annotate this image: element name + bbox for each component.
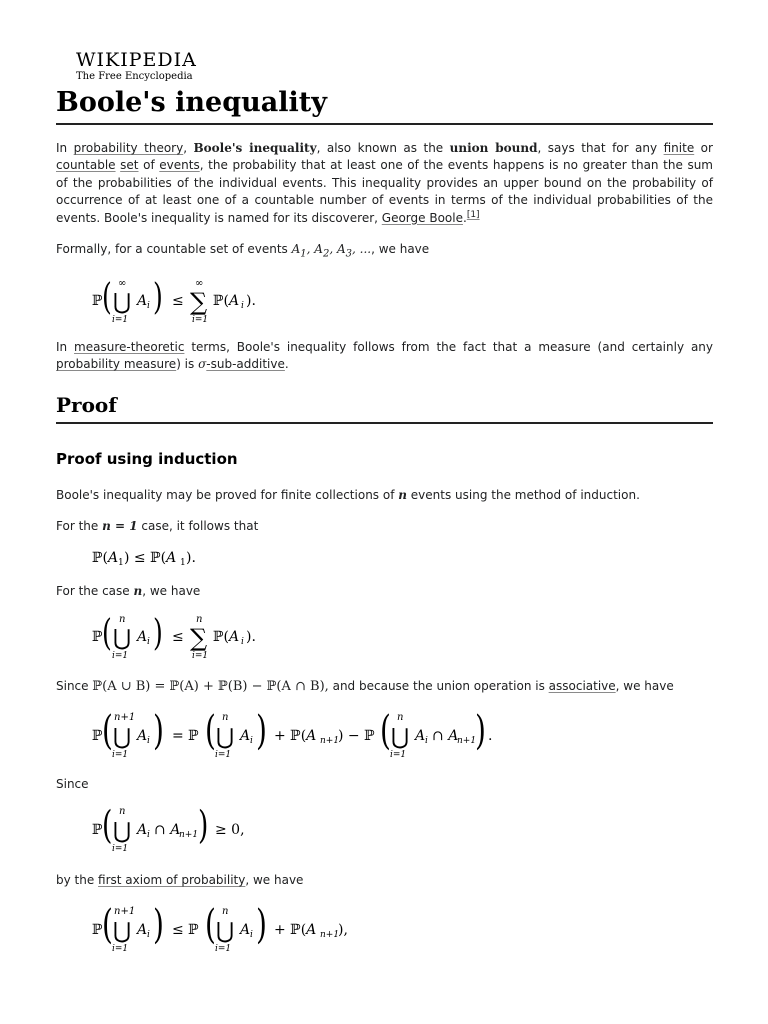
equation-union-expansion — [92, 706, 522, 766]
link-probability-measure[interactable]: probability measure — [56, 357, 177, 372]
svg-text:A: A — [415, 728, 426, 744]
equation-induction-step — [92, 900, 372, 960]
svg-text:ℙ: ℙ — [92, 728, 103, 744]
svg-text:ℙ(A: ℙ(A — [213, 293, 240, 309]
svg-text:ℙ(A: ℙ(A — [92, 550, 119, 566]
link-finite[interactable]: finite — [663, 141, 695, 155]
svg-text:A: A — [137, 922, 148, 938]
svg-text:⋃: ⋃ — [113, 725, 132, 750]
svg-text:(: ( — [205, 902, 216, 949]
link-measure-theoretic[interactable]: measure-theoretic — [74, 340, 185, 354]
svg-text:⋃: ⋃ — [113, 819, 132, 844]
section-heading-proof: Proof — [56, 392, 713, 424]
svg-text:).: ). — [246, 293, 256, 309]
svg-text:i=1: i=1 — [112, 750, 129, 760]
reference-1[interactable]: [1] — [466, 209, 480, 220]
svg-text:i: i — [147, 637, 150, 647]
union-identity-text: Since ℙ(A ∪ B) = ℙ(A) + ℙ(B) − ℙ(A ∩ B), and because the union operation is associative, we have — [56, 679, 674, 694]
svg-text:n: n — [222, 906, 229, 917]
svg-text:ℙ(A: ℙ(A — [213, 629, 240, 645]
svg-text:1: 1 — [180, 558, 186, 568]
svg-text:A: A — [240, 728, 251, 744]
svg-text:∞: ∞ — [118, 278, 127, 289]
intro-paragraph: In probability theory, Boole's inequality, also known as the union bound, says that for any finite or countable set of events, the probability that at least one of the events happens is no greater than the sum of the probabilities of the individual events. This inequality provides an upper bound on the probability of occurrence of at least one of a countable number of events in terms of the individual probabilities of the events. Boole's inequality is named for its discoverer, George Boole.[1] — [56, 141, 713, 225]
svg-text:∑: ∑ — [190, 288, 208, 316]
svg-text:n: n — [119, 806, 126, 817]
svg-text:): ) — [256, 902, 267, 949]
link-countable[interactable]: countable — [56, 158, 116, 173]
link-associative[interactable]: associative — [548, 679, 616, 693]
svg-text:⋃: ⋃ — [216, 919, 235, 944]
svg-text:≤: ≤ — [172, 293, 184, 309]
svg-text:).: ). — [186, 550, 196, 566]
svg-text:+ ℙ(A: + ℙ(A — [274, 922, 317, 938]
svg-text:) ≤ ℙ(A: ) ≤ ℙ(A — [124, 550, 177, 566]
svg-text:⋃: ⋃ — [216, 725, 235, 750]
svg-text:A: A — [137, 629, 148, 645]
term-union-bound: union bound — [449, 141, 538, 155]
term-booles-inequality: Boole's inequality — [193, 141, 317, 155]
svg-text:i=1: i=1 — [192, 315, 209, 325]
svg-text:n+1: n+1 — [114, 712, 136, 723]
svg-text:): ) — [475, 708, 486, 755]
svg-text:∑: ∑ — [190, 624, 208, 652]
svg-text:n: n — [397, 712, 404, 723]
svg-text:= ℙ: = ℙ — [172, 728, 199, 744]
svg-text:): ) — [198, 803, 209, 848]
first-axiom-text: by the first axiom of probability, we have — [56, 873, 304, 887]
svg-text:(: ( — [102, 803, 113, 848]
svg-text:ℙ: ℙ — [92, 629, 103, 645]
svg-text:∩ A: ∩ A — [154, 822, 181, 838]
svg-text:(: ( — [102, 276, 112, 319]
svg-text:(: ( — [205, 708, 216, 755]
svg-text:A: A — [137, 728, 148, 744]
svg-text:i: i — [147, 301, 150, 311]
svg-text:n+1: n+1 — [114, 906, 136, 917]
svg-text:i: i — [425, 736, 428, 746]
svg-text:i=1: i=1 — [192, 651, 209, 661]
svg-text:n+1: n+1 — [457, 736, 477, 746]
svg-text:∩ A: ∩ A — [432, 728, 459, 744]
svg-text:A: A — [137, 822, 148, 838]
equation-nonnegative — [92, 802, 292, 858]
svg-text:⋃: ⋃ — [113, 626, 132, 651]
svg-text:).: ). — [246, 629, 256, 645]
page-title: Boole's inequality — [56, 86, 713, 125]
svg-text:n: n — [119, 614, 126, 625]
svg-text:ℙ: ℙ — [92, 922, 103, 938]
svg-text:≤ ℙ: ≤ ℙ — [172, 922, 199, 938]
svg-text:(: ( — [102, 612, 112, 655]
svg-text:i: i — [250, 930, 253, 940]
link-sub-additive[interactable]: -sub-additive — [206, 357, 285, 372]
svg-text:⋃: ⋃ — [391, 725, 410, 750]
svg-text:≥ 0,: ≥ 0, — [215, 822, 245, 838]
svg-text:i=1: i=1 — [112, 651, 129, 661]
svg-text:n: n — [222, 712, 229, 723]
equation-booles-inequality — [92, 274, 292, 328]
link-set[interactable]: set — [120, 158, 139, 173]
svg-text:ℙ: ℙ — [92, 293, 103, 309]
svg-text:n+1: n+1 — [179, 830, 199, 840]
svg-text:+ ℙ(A: + ℙ(A — [274, 728, 317, 744]
svg-text:n+1: n+1 — [320, 930, 340, 940]
svg-text:1: 1 — [118, 558, 124, 568]
svg-text:(: ( — [102, 708, 113, 755]
svg-text:A: A — [137, 293, 148, 309]
measure-theoretic-paragraph: In measure-theoretic terms, Boole's inequality follows from the fact that a measure (and certainly any probability measure) is σ-sub-additive. — [56, 340, 714, 372]
svg-text:i: i — [147, 930, 150, 940]
svg-text:i: i — [147, 830, 150, 840]
svg-text:n+1: n+1 — [320, 736, 340, 746]
svg-text:i=1: i=1 — [112, 844, 129, 854]
svg-text:): ) — [256, 708, 267, 755]
link-events[interactable]: events — [159, 158, 200, 173]
svg-text:i=1: i=1 — [390, 750, 407, 760]
svg-text:∞: ∞ — [195, 278, 204, 289]
svg-text:(: ( — [380, 708, 391, 755]
svg-text:): ) — [153, 612, 163, 655]
svg-text:i: i — [147, 736, 150, 746]
link-probability-theory[interactable]: probability theory — [73, 141, 184, 155]
svg-text:): ) — [153, 902, 164, 949]
since-text: Since — [56, 777, 89, 791]
svg-text:i=1: i=1 — [112, 944, 129, 954]
svg-text:): ) — [153, 708, 164, 755]
wikipedia-logo[interactable] — [76, 50, 256, 83]
events-list: $A_1$, $A_2$, $A_3$, ... — [291, 242, 372, 260]
svg-text:),: ), — [338, 922, 348, 938]
svg-text:) − ℙ: ) − ℙ — [338, 728, 375, 744]
svg-text:A: A — [240, 922, 251, 938]
svg-text:i=1: i=1 — [112, 315, 129, 325]
subsection-heading-induction: Proof using induction — [56, 450, 238, 468]
svg-text:i=1: i=1 — [215, 944, 232, 954]
base-case-text: For the n = 1 case, it follows that — [56, 519, 259, 533]
equation-case-n — [92, 610, 292, 664]
svg-text:i=1: i=1 — [215, 750, 232, 760]
formal-statement: Formally, for a countable set of events $A_1$, $A_2$, $A_3$, ..., we have — [56, 242, 430, 260]
induction-intro: Boole's inequality may be proved for finite collections of n events using the method of induction. — [56, 488, 640, 502]
inline-formula-union: ℙ(A ∪ B) = ℙ(A) + ℙ(B) − ℙ(A ∩ B), — [92, 679, 329, 694]
svg-text:ℙ: ℙ — [92, 822, 103, 838]
svg-text:⋃: ⋃ — [113, 290, 132, 315]
logo-tagline: The Free Encyclopedia — [76, 71, 193, 82]
svg-text:≤: ≤ — [172, 629, 184, 645]
svg-text:): ) — [153, 276, 163, 319]
svg-text:⋃: ⋃ — [113, 919, 132, 944]
case-n-text: For the case n, we have — [56, 584, 201, 598]
svg-text:i: i — [250, 736, 253, 746]
svg-text:i: i — [241, 637, 244, 647]
link-george-boole[interactable]: George Boole — [381, 210, 463, 225]
svg-text:.: . — [488, 728, 493, 744]
svg-text:n: n — [196, 614, 203, 625]
logo-wordmark: WIKIPEDIA — [76, 49, 197, 71]
link-first-axiom[interactable]: first axiom of probability — [98, 873, 246, 887]
svg-text:(: ( — [102, 902, 113, 949]
svg-text:i: i — [241, 301, 244, 311]
equation-base-case — [92, 546, 232, 568]
